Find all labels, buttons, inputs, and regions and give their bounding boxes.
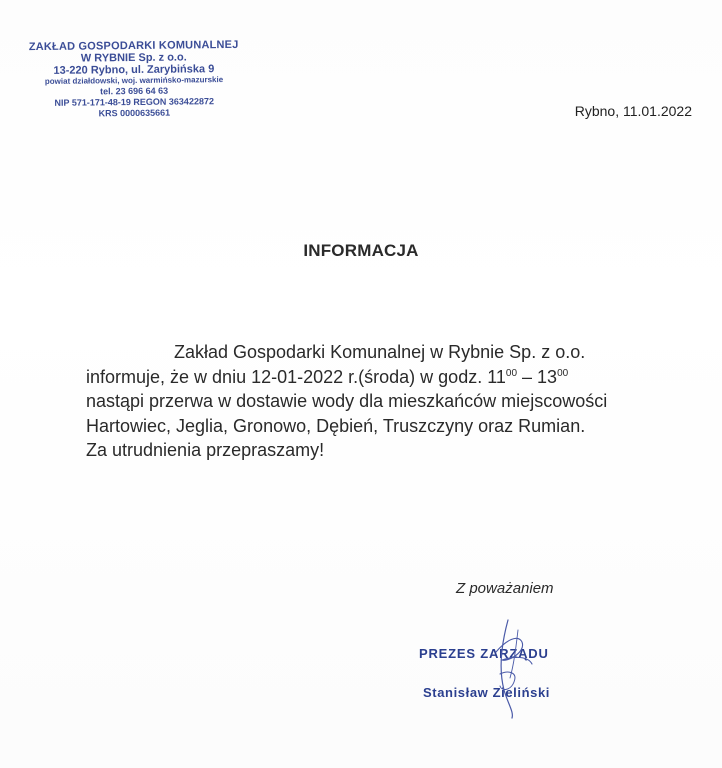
signature-name: Stanisław Zieliński <box>423 685 550 700</box>
stamp-line-location: W RYBNIE Sp. z o.o. <box>80 51 187 65</box>
document-date: Rybno, 11.01.2022 <box>574 103 692 119</box>
handwritten-signature <box>478 612 558 722</box>
stamp-line-phone: tel. 23 696 64 63 <box>100 85 169 97</box>
time-start-minutes: 00 <box>505 367 518 379</box>
body-line-2-dash: – 13 <box>517 366 558 387</box>
stamp-line-krs: KRS 0000635661 <box>98 107 171 119</box>
stamp-line-nip-regon: NIP 571-171-48-19 REGON 363422872 <box>54 96 215 108</box>
body-line-2-text: informuje, że w dniu 12-01-2022 r.(środa) w godz. 11 <box>86 366 506 387</box>
body-line-4: Hartowiec, Jeglia, Gronowo, Dębień, Truszczyny oraz Rumian. <box>86 415 586 436</box>
body-line-3: nastąpi przerwa w dostawie wody dla mieszkańców miejscowości <box>86 391 608 411</box>
stamp-line-address: 13-220 Rybno, ul. Zarybińska 9 <box>53 63 215 77</box>
body-line-2 <box>86 365 706 390</box>
stamp-line-region: powiat działdowski, woj. warmińsko-mazurskie <box>44 75 224 86</box>
body-line-5: Za utrudnienia przepraszamy! <box>86 440 325 460</box>
stamp-line-company: ZAKŁAD GOSPODARKI KOMUNALNEJ <box>28 38 239 54</box>
signature-title: PREZES ZARZĄDU <box>419 646 549 661</box>
document-title: INFORMACJA <box>303 241 419 260</box>
company-stamp <box>14 39 255 121</box>
document-body <box>86 340 706 463</box>
closing-phrase: Z poważaniem <box>456 580 554 597</box>
body-line-1: Zakład Gospodarki Komunalnej w Rybnie Sp. z o.o. <box>174 342 586 362</box>
time-end-minutes: 00 <box>557 367 569 379</box>
